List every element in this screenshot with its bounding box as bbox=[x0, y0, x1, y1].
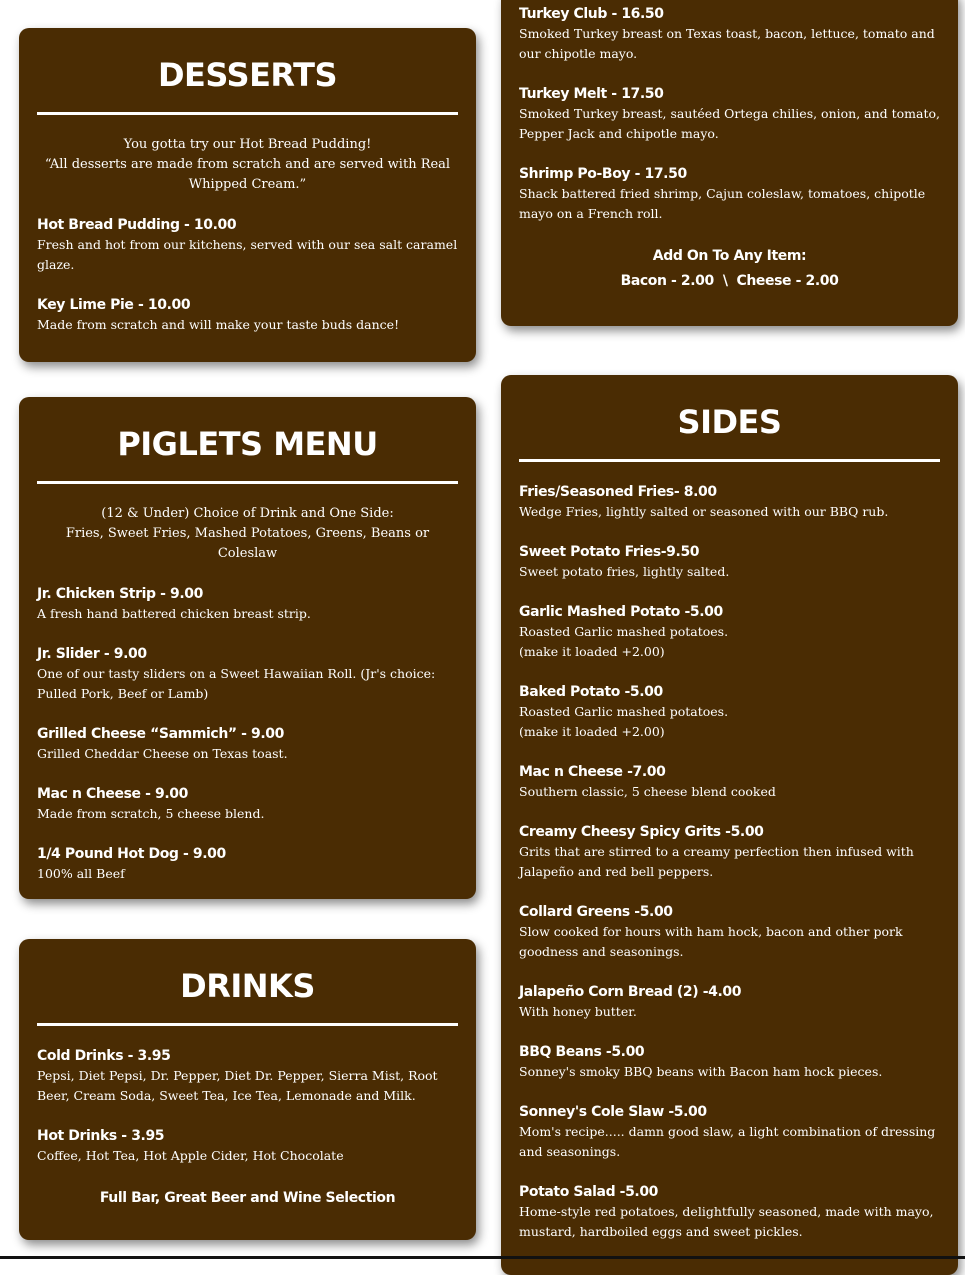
item-description: Home-style red potatoes, delightfully seasoned, made with mayo, mustard, hardboiled eggs and sweet pickles. bbox=[519, 1204, 934, 1239]
item-name: Jalapeño Corn Bread (2) -4.00 bbox=[519, 984, 742, 1000]
item-name: 1/4 Pound Hot Dog - 9.00 bbox=[37, 846, 226, 862]
drinks-card bbox=[19, 939, 476, 1240]
section-intro bbox=[37, 504, 458, 564]
item-name: Grilled Cheese “Sammich” - 9.00 bbox=[37, 726, 284, 742]
menu-item bbox=[519, 1102, 940, 1162]
item-name: Hot Drinks - 3.95 bbox=[37, 1128, 165, 1144]
menu-item bbox=[519, 164, 940, 224]
item-description: Made from scratch and will make your taste buds dance! bbox=[37, 317, 400, 332]
item-name: Creamy Cheesy Spicy Grits -5.00 bbox=[519, 824, 764, 840]
item-description-note: (make it loaded +2.00) bbox=[519, 724, 665, 739]
item-description-note: (make it loaded +2.00) bbox=[519, 644, 665, 659]
item-name: Mac n Cheese - 9.00 bbox=[37, 786, 188, 802]
menu-item bbox=[37, 784, 458, 824]
item-description: Roasted Garlic mashed potatoes. bbox=[519, 704, 729, 719]
item-name: Baked Potato -5.00 bbox=[519, 684, 663, 700]
item-description: One of our tasty sliders on a Sweet Hawaiian Roll. (Jr's choice: Pulled Pork, Beef or Lamb) bbox=[37, 666, 436, 701]
desserts-card bbox=[19, 28, 476, 362]
item-name: Mac n Cheese -7.00 bbox=[519, 764, 666, 780]
item-description: Slow cooked for hours with ham hock, bacon and other pork goodness and seasonings. bbox=[519, 924, 903, 959]
item-name: Cold Drinks - 3.95 bbox=[37, 1048, 171, 1064]
item-description: Roasted Garlic mashed potatoes. bbox=[519, 624, 729, 639]
intro-line: Fries, Sweet Fries, Mashed Potatoes, Greens, Beans or Coleslaw bbox=[65, 526, 430, 561]
menu-item bbox=[37, 1126, 458, 1166]
intro-line: You gotta try our Hot Bread Pudding! bbox=[123, 137, 372, 152]
menu-item bbox=[519, 4, 940, 64]
item-description: Pepsi, Diet Pepsi, Dr. Pepper, Diet Dr. Pepper, Sierra Mist, Root Beer, Cream Soda, Sweet Tea, Ice Tea, Lemonade and Milk. bbox=[37, 1068, 438, 1103]
intro-line: “All desserts are made from scratch and are served with Real Whipped Cream.” bbox=[44, 157, 451, 192]
item-name: Jr. Chicken Strip - 9.00 bbox=[37, 586, 203, 602]
item-name: Sonney's Cole Slaw -5.00 bbox=[519, 1104, 707, 1120]
divider bbox=[519, 459, 940, 462]
section-title: DESSERTS bbox=[157, 56, 337, 94]
item-name: Hot Bread Pudding - 10.00 bbox=[37, 217, 237, 233]
section-intro bbox=[37, 135, 458, 195]
menu-item bbox=[519, 482, 940, 522]
menu-item bbox=[519, 542, 940, 582]
item-description: Smoked Turkey breast on Texas toast, bacon, lettuce, tomato and our chipotle mayo. bbox=[519, 26, 935, 61]
menu-item bbox=[519, 682, 940, 742]
menu-item bbox=[519, 762, 940, 802]
item-description: Coffee, Hot Tea, Hot Apple Cider, Hot Chocolate bbox=[37, 1148, 344, 1163]
item-description: Grilled Cheddar Cheese on Texas toast. bbox=[37, 746, 288, 761]
menu-item bbox=[37, 584, 458, 624]
sides-card bbox=[501, 375, 958, 1275]
item-description: Mom's recipe..... damn good slaw, a light combination of dressing and seasonings. bbox=[519, 1124, 936, 1159]
item-name: Collard Greens -5.00 bbox=[519, 904, 673, 920]
menu-item bbox=[519, 84, 940, 144]
item-name: Key Lime Pie - 10.00 bbox=[37, 297, 191, 313]
item-description: A fresh hand battered chicken breast strip. bbox=[37, 606, 311, 621]
menu-item bbox=[519, 982, 940, 1022]
addon-title: Add On To Any Item: bbox=[652, 248, 807, 264]
menu-item bbox=[37, 295, 458, 335]
item-description: Made from scratch, 5 cheese blend. bbox=[37, 806, 265, 821]
menu-item bbox=[37, 724, 458, 764]
menu-item bbox=[37, 844, 458, 884]
menu-item bbox=[37, 1046, 458, 1106]
piglets-menu-card bbox=[19, 397, 476, 899]
item-name: Garlic Mashed Potato -5.00 bbox=[519, 604, 723, 620]
item-description: Wedge Fries, lightly salted or seasoned with our BBQ rub. bbox=[519, 504, 889, 519]
item-description: Smoked Turkey breast, sautéed Ortega chilies, onion, and tomato, Pepper Jack and chipotle mayo. bbox=[519, 106, 941, 141]
menu-item bbox=[519, 1182, 940, 1242]
item-description: Fresh and hot from our kitchens, served with our sea salt caramel glaze. bbox=[37, 237, 458, 272]
item-name: Potato Salad -5.00 bbox=[519, 1184, 659, 1200]
divider bbox=[37, 481, 458, 484]
sandwiches-card bbox=[501, 0, 958, 326]
item-description: Grits that are stirred to a creamy perfection then infused with Jalapeño and red bell peppers. bbox=[519, 844, 914, 879]
item-description: Sonney's smoky BBQ beans with Bacon ham hock pieces. bbox=[519, 1064, 883, 1079]
menu-item bbox=[37, 644, 458, 704]
menu-item bbox=[519, 822, 940, 882]
item-name: Jr. Slider - 9.00 bbox=[37, 646, 147, 662]
item-name: Turkey Club - 16.50 bbox=[519, 6, 664, 22]
item-name: Sweet Potato Fries-9.50 bbox=[519, 544, 700, 560]
intro-line: (12 & Under) Choice of Drink and One Side: bbox=[101, 506, 394, 521]
item-description: 100% all Beef bbox=[37, 866, 125, 881]
menu-item bbox=[519, 1042, 940, 1082]
item-description: Shack battered fried shrimp, Cajun coleslaw, tomatoes, chipotle mayo on a French roll. bbox=[519, 186, 926, 221]
item-name: Turkey Melt - 17.50 bbox=[519, 86, 664, 102]
menu-item bbox=[519, 602, 940, 662]
section-title: DRINKS bbox=[180, 967, 315, 1005]
item-description: With honey butter. bbox=[519, 1004, 637, 1019]
divider bbox=[37, 1023, 458, 1026]
item-name: BBQ Beans -5.00 bbox=[519, 1044, 645, 1060]
drinks-footer: Full Bar, Great Beer and Wine Selection bbox=[99, 1190, 396, 1206]
addon-values: Bacon - 2.00 \ Cheese - 2.00 bbox=[620, 273, 839, 289]
divider bbox=[37, 112, 458, 115]
item-name: Shrimp Po-Boy - 17.50 bbox=[519, 166, 687, 182]
item-description: Sweet potato fries, lightly salted. bbox=[519, 564, 730, 579]
section-title: SIDES bbox=[677, 403, 782, 441]
menu-item bbox=[37, 215, 458, 275]
item-name: Fries/Seasoned Fries- 8.00 bbox=[519, 484, 717, 500]
menu-item bbox=[519, 902, 940, 962]
section-title: PIGLETS MENU bbox=[117, 425, 378, 463]
item-description: Southern classic, 5 cheese blend cooked bbox=[519, 784, 776, 799]
